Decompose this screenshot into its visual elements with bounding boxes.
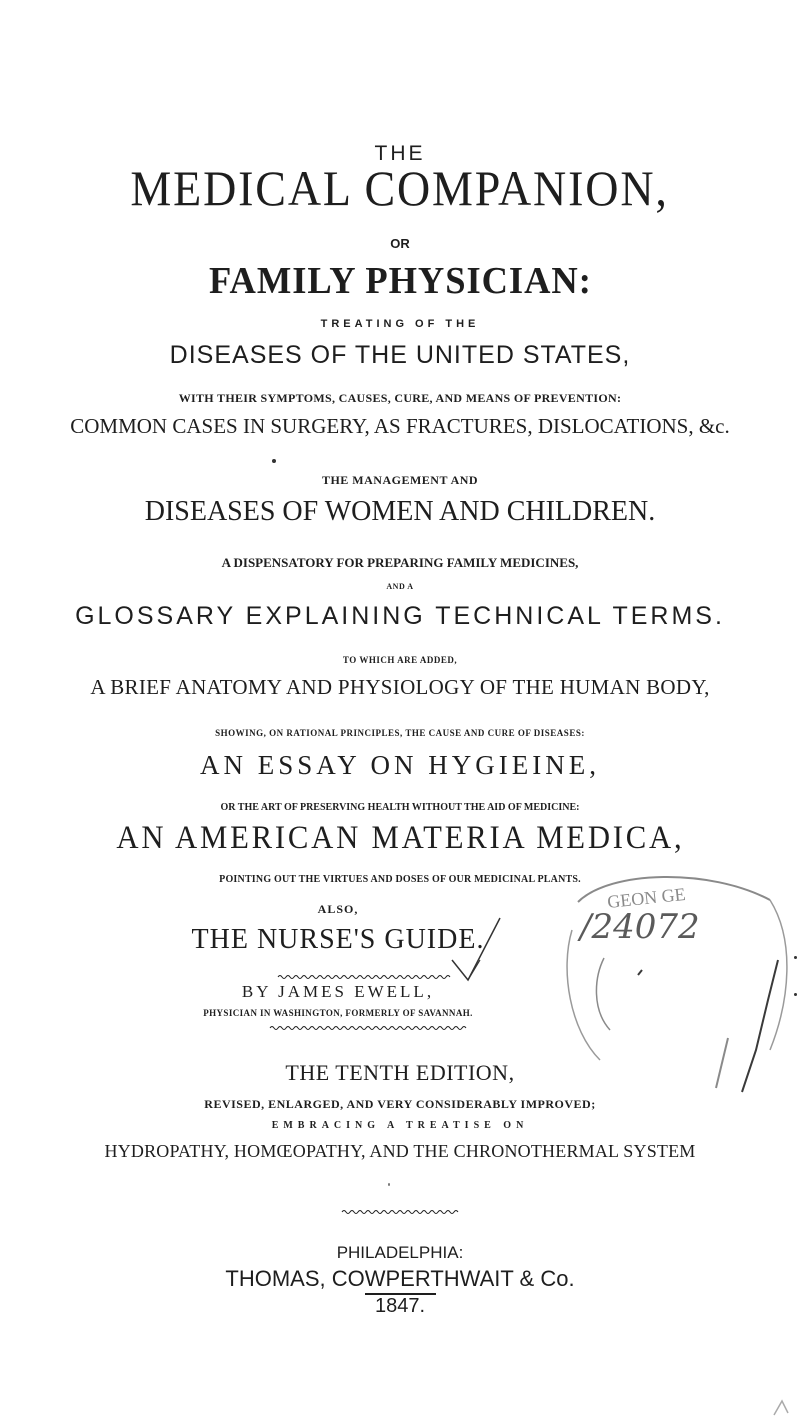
wavy-rule-imprint bbox=[0, 1206, 800, 1218]
materia-medica-text: AN AMERICAN MATERIA MEDICA, bbox=[115, 820, 685, 856]
stamp-text: GEON GE bbox=[606, 883, 687, 912]
symptoms-line: WITH THEIR SYMPTOMS, CAUSES, CURE, AND MEANS OF PREVENTION: bbox=[178, 391, 622, 405]
and-a-line: AND A bbox=[386, 582, 414, 591]
materia-medica-line bbox=[0, 822, 800, 855]
added-line: TO WHICH ARE ADDED, bbox=[342, 655, 458, 665]
art-preserving-line: OR THE ART OF PRESERVING HEALTH WITHOUT THE AID OF MEDICINE: bbox=[220, 802, 580, 813]
title-or: OR bbox=[390, 236, 410, 251]
main-title bbox=[0, 160, 800, 216]
embracing-line: EMBRACING A TREATISE ON bbox=[271, 1120, 529, 1131]
anatomy-line: A BRIEF ANATOMY AND PHYSIOLOGY OF THE HUMAN BODY, bbox=[90, 675, 710, 699]
physician-line: PHYSICIAN IN WASHINGTON, FORMERLY OF SAVANNAH. bbox=[203, 1008, 473, 1018]
imprint-city: PHILADELPHIA: bbox=[336, 1243, 464, 1262]
treating-line: TREATING OF THE bbox=[320, 318, 480, 330]
signature-check-mark bbox=[420, 900, 540, 1000]
edition-line: THE TENTH EDITION, bbox=[285, 1060, 515, 1085]
imprint-year: 1847. bbox=[374, 1295, 426, 1317]
also-line: ALSO, bbox=[317, 902, 359, 916]
pointing-line: POINTING OUT THE VIRTUES AND DOSES OF OUR MEDICINAL PLANTS. bbox=[219, 874, 581, 885]
women-children-line: DISEASES OF WOMEN AND CHILDREN. bbox=[144, 496, 656, 527]
diseases-us-line: DISEASES OF THE UNITED STATES, bbox=[169, 341, 631, 369]
margin-dot bbox=[794, 993, 797, 996]
glossary-line: GLOSSARY EXPLAINING TECHNICAL TERMS. bbox=[75, 602, 725, 630]
hydropathy-line: HYDROPATHY, HOMŒOPATHY, AND THE CHRONOTHERMAL SYSTEM bbox=[104, 1141, 696, 1161]
stray-dot bbox=[272, 459, 276, 463]
management-line: THE MANAGEMENT AND bbox=[321, 473, 479, 487]
imprint-publisher: THOMAS, COWPERTHWAIT & Co. bbox=[225, 1266, 575, 1291]
nurse-guide-line: THE NURSE'S GUIDE. bbox=[191, 924, 485, 955]
dispensatory-line: A DISPENSATORY FOR PREPARING FAMILY MEDICINES, bbox=[221, 555, 579, 570]
subtitle bbox=[0, 262, 800, 300]
subtitle-text: FAMILY PHYSICIAN: bbox=[208, 260, 592, 302]
showing-line: SHOWING, ON RATIONAL PRINCIPLES, THE CAUSE AND CURE OF DISEASES: bbox=[215, 728, 585, 738]
library-stamp-icon bbox=[520, 860, 800, 1100]
stray-mark bbox=[388, 1183, 390, 1186]
essay-line: AN ESSAY ON HYGIEINE, bbox=[200, 750, 600, 780]
surgery-line: COMMON CASES IN SURGERY, AS FRACTURES, DISLOCATIONS, &c. bbox=[70, 414, 730, 438]
author-line: BY JAMES EWELL, bbox=[241, 982, 435, 1001]
title-the: THE bbox=[374, 142, 426, 165]
main-title-text: MEDICAL COMPANION, bbox=[130, 160, 670, 216]
margin-dot bbox=[794, 956, 797, 959]
handwritten-number: /24072 bbox=[580, 907, 700, 947]
revised-line: REVISED, ENLARGED, AND VERY CONSIDERABLY IMPROVED; bbox=[204, 1097, 596, 1111]
corner-mark bbox=[770, 1395, 800, 1417]
